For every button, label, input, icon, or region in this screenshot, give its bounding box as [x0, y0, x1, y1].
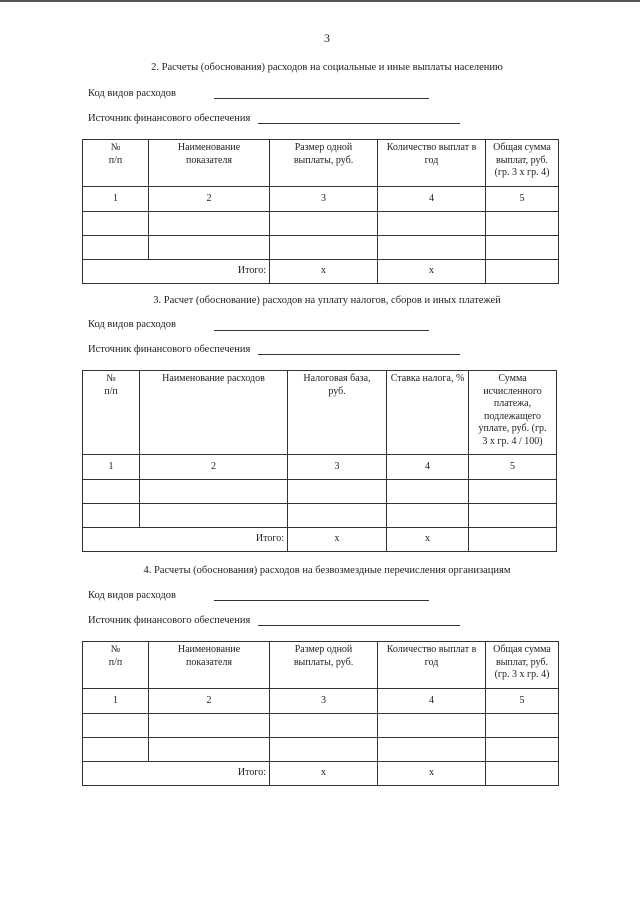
header-cell: Налоговая база, руб. — [288, 371, 387, 455]
header-cell: Количество выплат в год — [378, 140, 486, 187]
table-cell[interactable] — [387, 504, 469, 528]
column-number: 2 — [149, 689, 270, 714]
total-label: Итого: — [83, 260, 270, 284]
table-row — [83, 738, 559, 762]
column-number-row — [83, 689, 559, 714]
table-cell[interactable] — [149, 236, 270, 260]
total-sum-cell[interactable] — [469, 528, 557, 552]
table-cell[interactable] — [140, 480, 288, 504]
section-3-code-label: Код видов расходов — [88, 319, 176, 330]
section-4-title: 4. Расчеты (обоснования) расходов на безвозмездные перечисления организациям — [143, 565, 511, 576]
table-cell[interactable] — [486, 212, 559, 236]
table-cell[interactable] — [387, 480, 469, 504]
section-4-code-field[interactable] — [214, 600, 429, 601]
table-cell[interactable] — [378, 738, 486, 762]
table-cell[interactable] — [378, 714, 486, 738]
column-number: 1 — [83, 455, 140, 480]
page-number: 3 — [324, 31, 330, 45]
table-cell[interactable] — [288, 504, 387, 528]
table-header-row — [83, 140, 559, 187]
section-4-table — [82, 641, 559, 786]
table-cell[interactable] — [83, 212, 149, 236]
section-3-code-field[interactable] — [214, 330, 429, 331]
header-cell: № п/п — [83, 642, 149, 689]
header-cell: Сумма исчисленного платежа, подлежащего уплате, руб. (гр. 3 х гр. 4 / 100) — [469, 371, 557, 455]
header-cell: Общая сумма выплат, руб. (гр. 3 х гр. 4) — [486, 140, 559, 187]
section-3-table — [82, 370, 557, 552]
table-row — [83, 480, 557, 504]
page-top-border — [0, 0, 640, 2]
column-number-row — [83, 187, 559, 212]
table-header-row — [83, 371, 557, 455]
column-number: 5 — [486, 689, 559, 714]
header-cell: № п/п — [83, 371, 140, 455]
total-cell: x — [378, 762, 486, 786]
total-label: Итого: — [83, 762, 270, 786]
table-cell[interactable] — [270, 212, 378, 236]
total-sum-cell[interactable] — [486, 260, 559, 284]
total-cell: x — [270, 762, 378, 786]
column-number-row — [83, 455, 557, 480]
section-2-code-field[interactable] — [214, 98, 429, 99]
column-number: 5 — [486, 187, 559, 212]
total-label: Итого: — [83, 528, 288, 552]
column-number: 4 — [387, 455, 469, 480]
total-cell: x — [270, 260, 378, 284]
section-2-table — [82, 139, 559, 284]
section-3-title: 3. Расчет (обоснование) расходов на уплату налогов, сборов и иных платежей — [153, 295, 501, 306]
column-number: 3 — [270, 187, 378, 212]
column-number: 4 — [378, 689, 486, 714]
header-cell: Количество выплат в год — [378, 642, 486, 689]
column-number: 3 — [288, 455, 387, 480]
section-3-source-label: Источник финансового обеспечения — [88, 344, 251, 355]
section-4-source-label: Источник финансового обеспечения — [88, 615, 251, 626]
header-cell: Наименование расходов — [140, 371, 288, 455]
table-cell[interactable] — [149, 212, 270, 236]
section-2-source-label: Источник финансового обеспечения — [88, 113, 251, 124]
header-cell: № п/п — [83, 140, 149, 187]
header-cell: Размер одной выплаты, руб. — [270, 642, 378, 689]
table-cell[interactable] — [270, 738, 378, 762]
table-cell[interactable] — [83, 738, 149, 762]
table-cell[interactable] — [270, 714, 378, 738]
header-cell: Ставка налога, % — [387, 371, 469, 455]
table-cell[interactable] — [83, 236, 149, 260]
column-number: 4 — [378, 187, 486, 212]
header-cell: Наименование показателя — [149, 642, 270, 689]
total-cell: x — [378, 260, 486, 284]
section-2-source-field[interactable] — [258, 123, 460, 124]
column-number: 1 — [83, 689, 149, 714]
total-cell: x — [288, 528, 387, 552]
section-4-code-label: Код видов расходов — [88, 590, 176, 601]
column-number: 1 — [83, 187, 149, 212]
table-cell[interactable] — [83, 504, 140, 528]
table-cell[interactable] — [288, 480, 387, 504]
table-cell[interactable] — [149, 714, 270, 738]
table-cell[interactable] — [83, 480, 140, 504]
table-cell[interactable] — [469, 480, 557, 504]
section-2-code-label: Код видов расходов — [88, 88, 176, 99]
section-3-source-field[interactable] — [258, 354, 460, 355]
table-header-row — [83, 642, 559, 689]
table-cell[interactable] — [486, 738, 559, 762]
total-row — [83, 528, 557, 552]
table-row — [83, 236, 559, 260]
header-cell: Наименование показателя — [149, 140, 270, 187]
table-cell[interactable] — [378, 236, 486, 260]
header-cell: Размер одной выплаты, руб. — [270, 140, 378, 187]
header-cell: Общая сумма выплат, руб. (гр. 3 х гр. 4) — [486, 642, 559, 689]
section-4-source-field[interactable] — [258, 625, 460, 626]
table-cell[interactable] — [378, 212, 486, 236]
column-number: 2 — [149, 187, 270, 212]
column-number: 3 — [270, 689, 378, 714]
table-cell[interactable] — [270, 236, 378, 260]
table-row — [83, 504, 557, 528]
table-cell[interactable] — [83, 714, 149, 738]
table-cell[interactable] — [486, 714, 559, 738]
table-row — [83, 212, 559, 236]
total-row — [83, 762, 559, 786]
table-cell[interactable] — [140, 504, 288, 528]
table-row — [83, 714, 559, 738]
table-cell[interactable] — [486, 236, 559, 260]
section-2-title: 2. Расчеты (обоснования) расходов на социальные и иные выплаты населению — [151, 62, 503, 73]
total-sum-cell[interactable] — [486, 762, 559, 786]
column-number: 5 — [469, 455, 557, 480]
total-cell: x — [387, 528, 469, 552]
total-row — [83, 260, 559, 284]
table-cell[interactable] — [149, 738, 270, 762]
column-number: 2 — [140, 455, 288, 480]
table-cell[interactable] — [469, 504, 557, 528]
